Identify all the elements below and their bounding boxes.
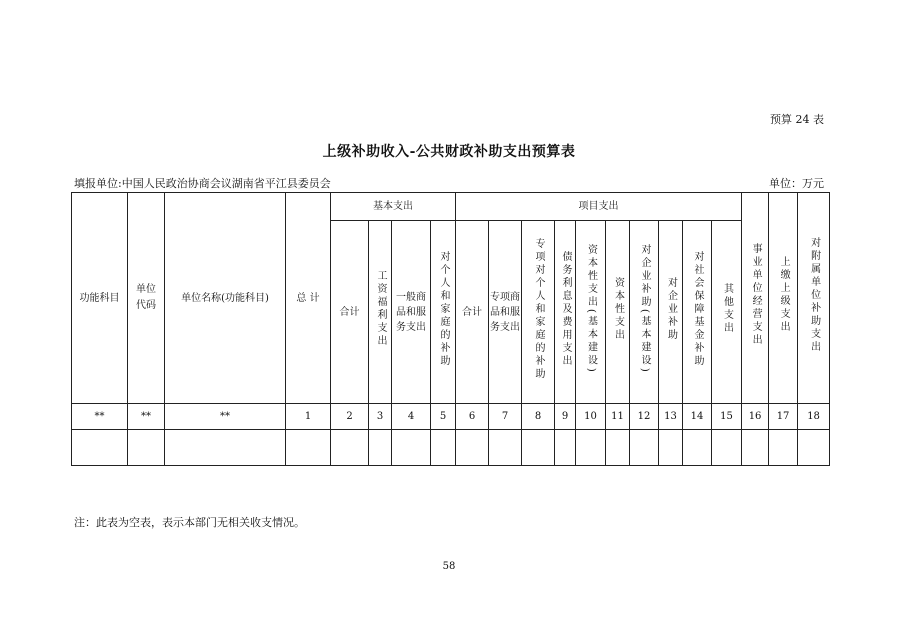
empty-cell <box>798 430 830 466</box>
reporting-unit: 填报单位:中国人民政治协商会议湖南省平江县委员会 <box>74 177 331 190</box>
header-proj-total: 合计 <box>456 221 489 404</box>
header-proj-enterprise-basic: 对企业补助(基本建设) <box>630 221 659 404</box>
index-cell: 2 <box>331 404 369 430</box>
header-upper: 上缴上级支出 <box>769 193 798 404</box>
budget-table <box>71 192 830 466</box>
index-cell: 11 <box>606 404 630 430</box>
header-affiliated: 对附属单位补助支出 <box>798 193 830 404</box>
header-basic-individual: 对个人和家庭的补助 <box>431 221 456 404</box>
header-func-subject: 功能科目 <box>72 193 128 404</box>
empty-cell <box>128 430 165 466</box>
header-proj-goods: 专项商品和服务支出 <box>489 221 522 404</box>
header-proj-other: 其他支出 <box>712 221 742 404</box>
empty-cell <box>606 430 630 466</box>
empty-cell <box>769 430 798 466</box>
index-cell: 16 <box>742 404 769 430</box>
empty-cell <box>742 430 769 466</box>
index-cell: 14 <box>683 404 712 430</box>
empty-cell <box>683 430 712 466</box>
header-business: 事业单位经营支出 <box>742 193 769 404</box>
header-proj-capital: 资本性支出 <box>606 221 630 404</box>
header-basic-goods: 一般商品和服务支出 <box>392 221 431 404</box>
index-cell: 17 <box>769 404 798 430</box>
header-unit-name: 单位名称(功能科目) <box>165 193 286 404</box>
index-cell: 18 <box>798 404 830 430</box>
header-proj-capital-basic: 资本性支出(基本建设) <box>576 221 606 404</box>
empty-cell <box>431 430 456 466</box>
index-cell: 13 <box>659 404 683 430</box>
empty-cell <box>331 430 369 466</box>
empty-cell <box>712 430 742 466</box>
empty-cell <box>522 430 555 466</box>
index-cell: 9 <box>555 404 576 430</box>
header-unit-code: 单位代码 <box>128 193 165 404</box>
index-cell: 10 <box>576 404 606 430</box>
empty-cell <box>369 430 392 466</box>
header-total: 总 计 <box>286 193 331 404</box>
empty-data-row <box>72 430 830 466</box>
empty-cell <box>555 430 576 466</box>
footnote: 注：此表为空表，表示本部门无相关收支情况。 <box>74 516 305 529</box>
empty-cell <box>72 430 128 466</box>
header-proj-enterprise: 对企业补助 <box>659 221 683 404</box>
empty-cell <box>286 430 331 466</box>
currency-unit: 单位：万元 <box>769 177 824 190</box>
index-cell: 15 <box>712 404 742 430</box>
index-cell: 7 <box>489 404 522 430</box>
header-proj-debt: 债务利息及费用支出 <box>555 221 576 404</box>
index-cell: 5 <box>431 404 456 430</box>
empty-cell <box>630 430 659 466</box>
page-number: 58 <box>442 561 456 572</box>
page-title: 上级补助收入-公共财政补助支出预算表 <box>322 144 576 160</box>
index-cell: 4 <box>392 404 431 430</box>
header-basic-total: 合计 <box>331 221 369 404</box>
index-cell: ** <box>128 404 165 430</box>
index-cell: 12 <box>630 404 659 430</box>
header-basic-group: 基本支出 <box>331 193 456 221</box>
header-basic-salary: 工资福利支出 <box>369 221 392 404</box>
index-cell: 8 <box>522 404 555 430</box>
index-cell: ** <box>165 404 286 430</box>
empty-cell <box>392 430 431 466</box>
table-number: 预算 24 表 <box>770 113 824 126</box>
empty-cell <box>659 430 683 466</box>
index-cell: ** <box>72 404 128 430</box>
header-proj-social: 对社会保障基金补助 <box>683 221 712 404</box>
empty-cell <box>456 430 489 466</box>
empty-cell <box>165 430 286 466</box>
empty-cell <box>576 430 606 466</box>
header-project-group: 项目支出 <box>456 193 742 221</box>
index-cell: 6 <box>456 404 489 430</box>
index-cell: 1 <box>286 404 331 430</box>
index-row <box>72 404 830 430</box>
empty-cell <box>489 430 522 466</box>
header-proj-individual: 专项对个人和家庭的补助 <box>522 221 555 404</box>
index-cell: 3 <box>369 404 392 430</box>
